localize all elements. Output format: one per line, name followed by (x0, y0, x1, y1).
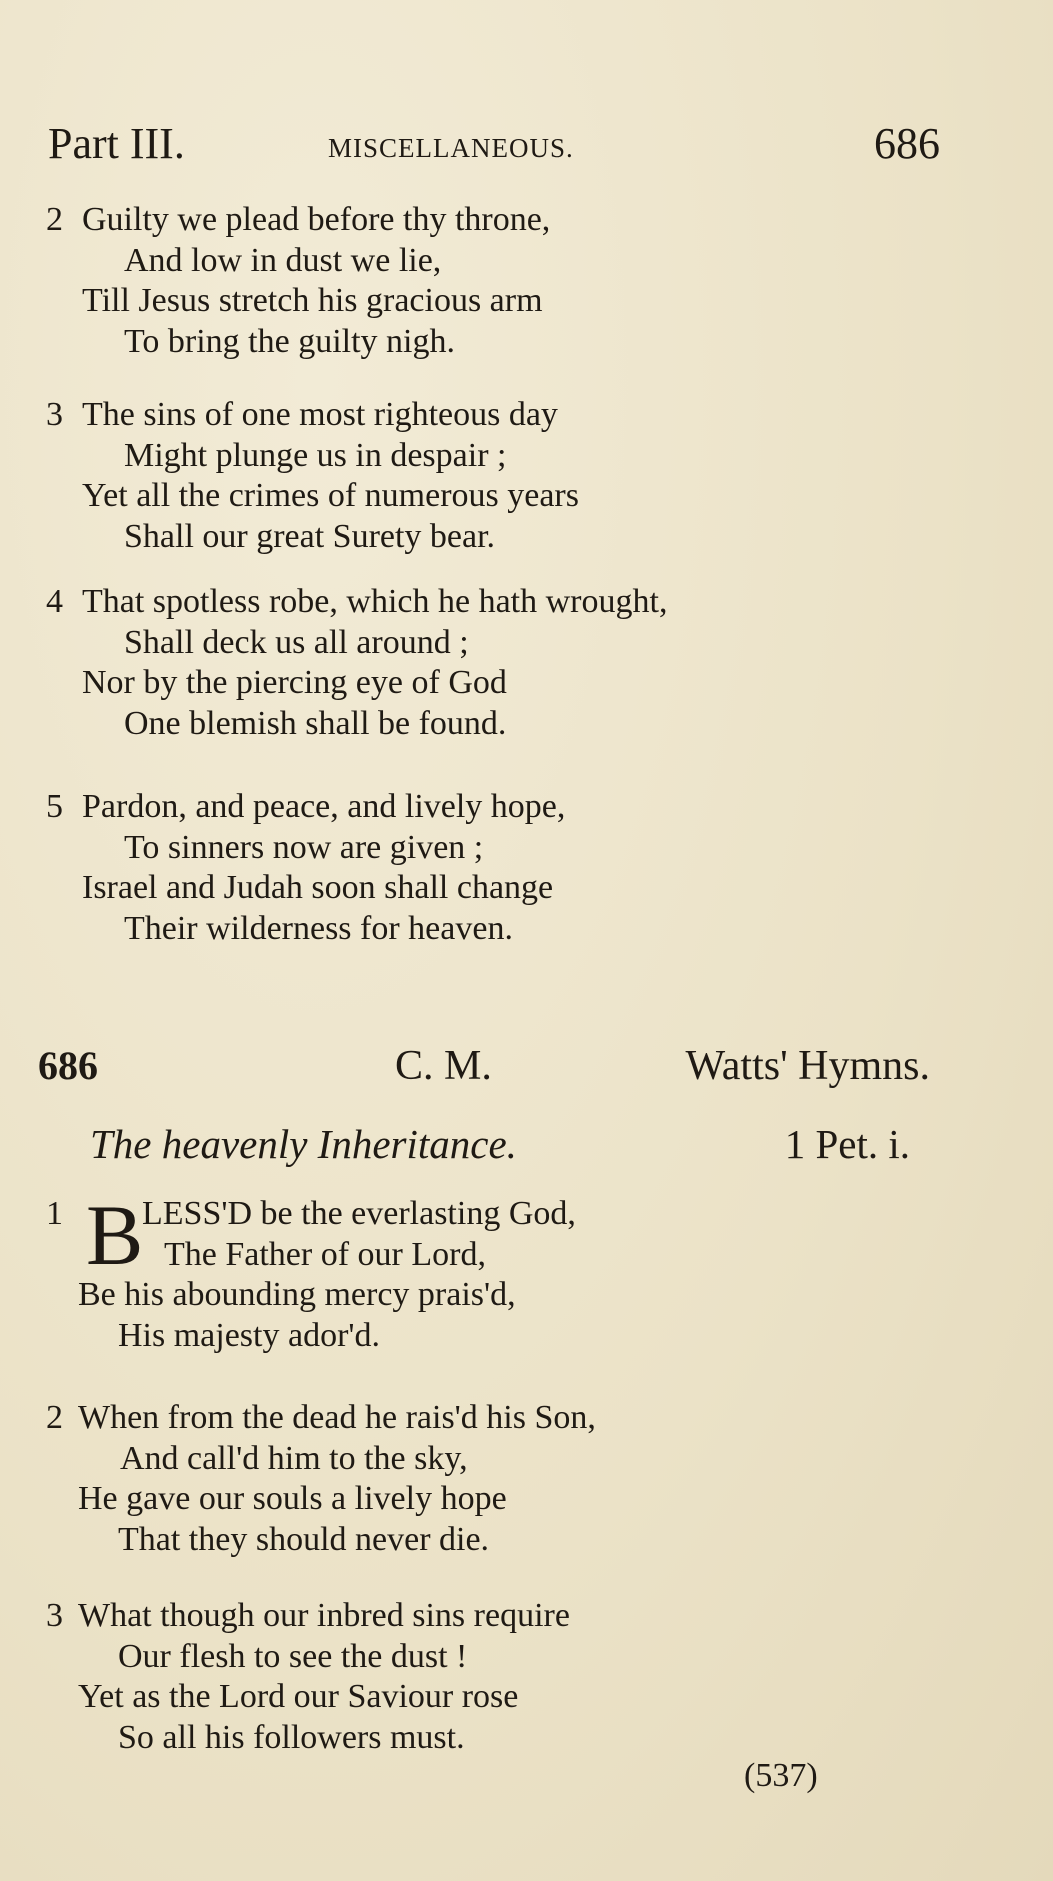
stanza-number: 3 (46, 1597, 63, 1634)
stanza-1 (46, 1187, 946, 1356)
verse-line: Yet as the Lord our Saviour rose (78, 1678, 519, 1715)
stanza-2 (46, 1398, 946, 1560)
stanza-4-prev (46, 582, 946, 744)
section-title: MISCELLANEOUS. (328, 133, 574, 163)
stanza-3 (46, 1596, 946, 1758)
verse-line: When from the dead he rais'd his Son, (78, 1399, 596, 1436)
verse-line: Pardon, and peace, and lively hope, (82, 788, 566, 825)
hymn-header (38, 1040, 930, 1096)
page-header (48, 118, 940, 174)
verse-line: Guilty we plead before thy throne, (82, 201, 551, 238)
verse-line: To bring the guilty nigh. (124, 322, 455, 360)
verse-line: One blemish shall be found. (124, 704, 507, 742)
stanza-number: 3 (46, 396, 63, 433)
hymn-subtitle (90, 1118, 910, 1174)
page-number: 686 (874, 119, 940, 168)
verse-line: To sinners now are given ; (124, 828, 484, 866)
verse-line: LESS'D be the everlasting God, (142, 1195, 576, 1232)
verse-line: Might plunge us in despair ; (124, 436, 507, 474)
verse-line: Our flesh to see the dust ! (118, 1637, 468, 1675)
verse-line: What though our inbred sins require (78, 1597, 570, 1634)
verse-line: His majesty ador'd. (118, 1316, 381, 1354)
hymn-title: The heavenly Inheritance. (90, 1121, 517, 1167)
verse-line: Yet all the crimes of numerous years (82, 477, 579, 514)
verse-line: Their wilderness for heaven. (124, 909, 513, 947)
verse-line: Till Jesus stretch his gracious arm (82, 282, 543, 319)
verse-line: The Father of our Lord, (164, 1235, 486, 1273)
stanza-number: 2 (46, 201, 63, 238)
stanza-number: 1 (46, 1195, 63, 1232)
stanza-5-prev (46, 787, 946, 949)
hymn-meter: C. M. (395, 1043, 492, 1089)
verse-line: And call'd him to the sky, (120, 1439, 468, 1477)
verse-line: He gave our souls a lively hope (78, 1480, 507, 1517)
verse-line: Shall deck us all around ; (124, 623, 469, 661)
verse-line: Shall our great Surety bear. (124, 517, 496, 555)
stanza-number: 5 (46, 788, 63, 825)
drop-cap: B (86, 1187, 144, 1283)
verse-line: That they should never die. (118, 1520, 490, 1558)
verse-line: Nor by the piercing eye of God (82, 664, 507, 701)
verse-line: So all his followers must. (118, 1718, 465, 1756)
stanza-number: 2 (46, 1399, 63, 1436)
stanza-number: 4 (46, 583, 63, 620)
verse-line: And low in dust we lie, (124, 241, 442, 279)
stanza-2-prev (46, 200, 946, 362)
verse-line: The sins of one most righteous day (82, 396, 558, 433)
hymn-number: 686 (38, 1043, 98, 1088)
part-label: Part III. (48, 119, 185, 168)
verse-line: Be his abounding mercy prais'd, (78, 1276, 516, 1313)
verse-line: That spotless robe, which he hath wrought, (82, 583, 668, 620)
hymn-source: Watts' Hymns. (685, 1043, 930, 1089)
stanza-3-prev (46, 395, 946, 557)
scripture-reference: 1 Pet. i. (784, 1121, 910, 1167)
verse-line: Israel and Judah soon shall change (82, 869, 554, 906)
signature-mark: (537) (744, 1757, 818, 1794)
